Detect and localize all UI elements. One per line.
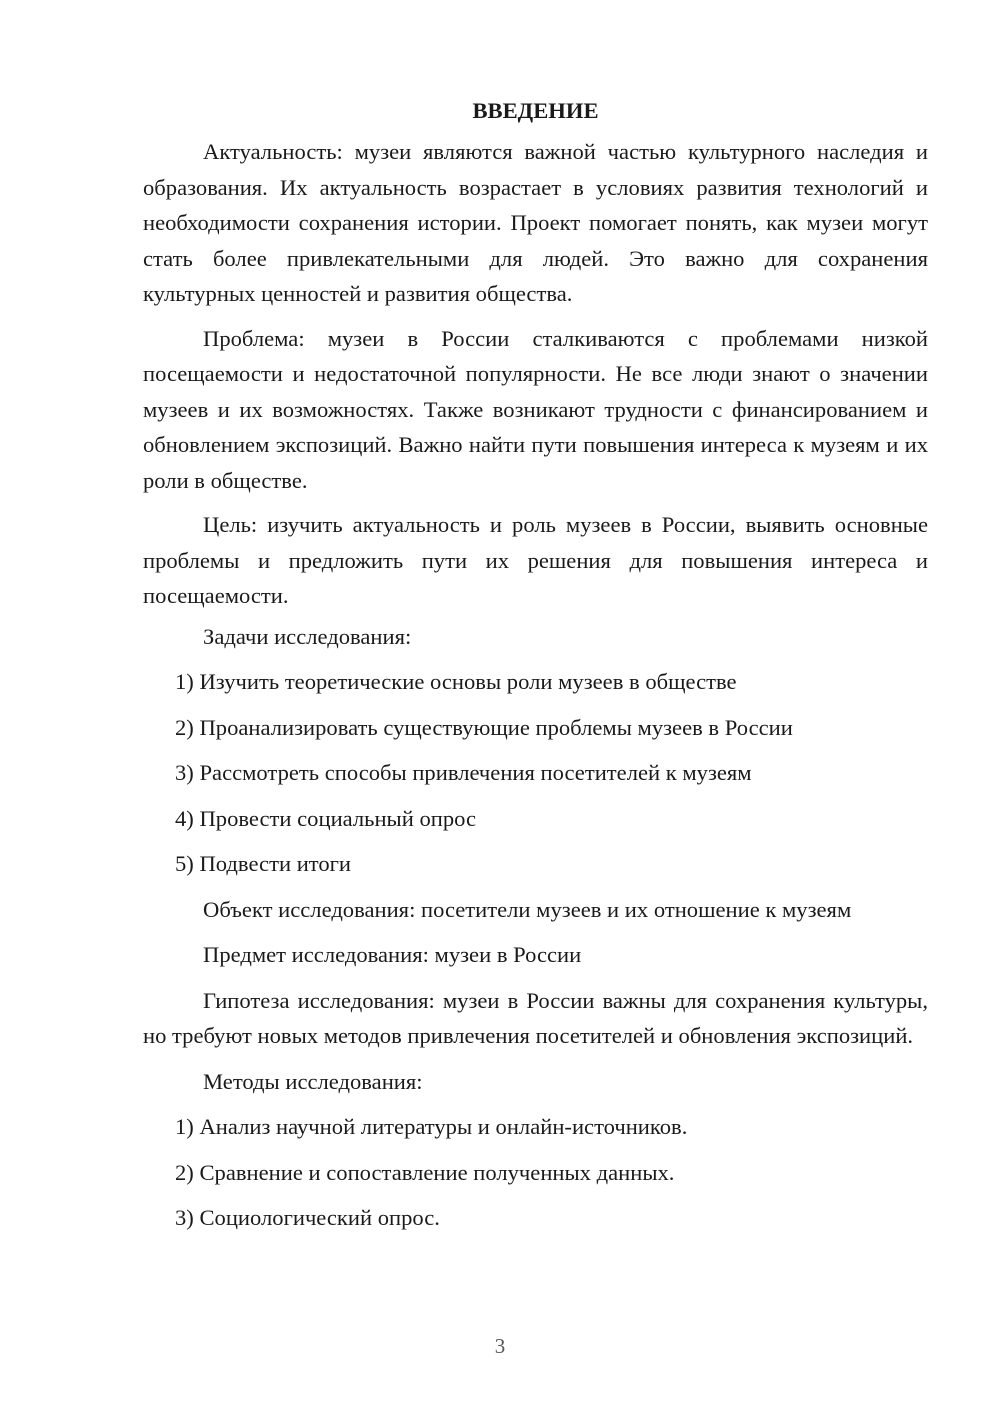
page-title: ВВЕДЕНИЕ <box>472 98 599 123</box>
task-item: 4) Провести социальный опрос <box>175 805 477 831</box>
relevance-paragraph: Актуальность: музеи являются важной частью культурного наследия и образования. Их актуальность возрастает в условиях развития технологий и необходимости сохранения истории. Проект помогает понять, как музеи могут стать более привлекательными для людей. Это важно для сохранения культурных ценностей и развития общества. <box>143 139 928 306</box>
method-item: 2) Сравнение и сопоставление полученных данных. <box>175 1159 675 1185</box>
task-item: 5) Подвести итоги <box>175 851 352 876</box>
task-item: 3) Рассмотреть способы привлечения посетителей к музеям <box>175 760 752 785</box>
page-number: 3 <box>494 1334 506 1358</box>
hypothesis-paragraph: Гипотеза исследования: музеи в России важны для сохранения культуры, но требуют новых методов привлечения посетителей и обновления экспозиций. <box>143 987 928 1048</box>
task-item: 1) Изучить теоретические основы роли музеев в обществе <box>175 669 737 694</box>
problem-paragraph: Проблема: музеи в России сталкиваются с проблемами низкой посещаемости и недостаточной популярности. Не все люди знают о значении музеев и их возможностях. Также возникают трудности с финансированием и обновлением экспозиций. Важно найти пути повышения интереса к музеям и их роли в обществе. <box>143 325 928 493</box>
goal-paragraph: Цель: изучить актуальность и роль музеев в России, выявить основные проблемы и предложить пути их решения для повышения интереса и посещаемости. <box>143 512 928 608</box>
research-object: Объект исследования: посетители музеев и их отношение к музеям <box>203 896 852 922</box>
research-subject: Предмет исследования: музеи в России <box>203 942 582 967</box>
task-item: 2) Проанализировать существующие проблемы музеев в России <box>175 714 793 740</box>
methods-heading: Методы исследования: <box>203 1068 423 1094</box>
method-item: 1) Анализ научной литературы и онлайн-источников. <box>175 1114 688 1139</box>
tasks-heading: Задачи исследования: <box>203 623 412 649</box>
method-item: 3) Социологический опрос. <box>175 1205 440 1230</box>
